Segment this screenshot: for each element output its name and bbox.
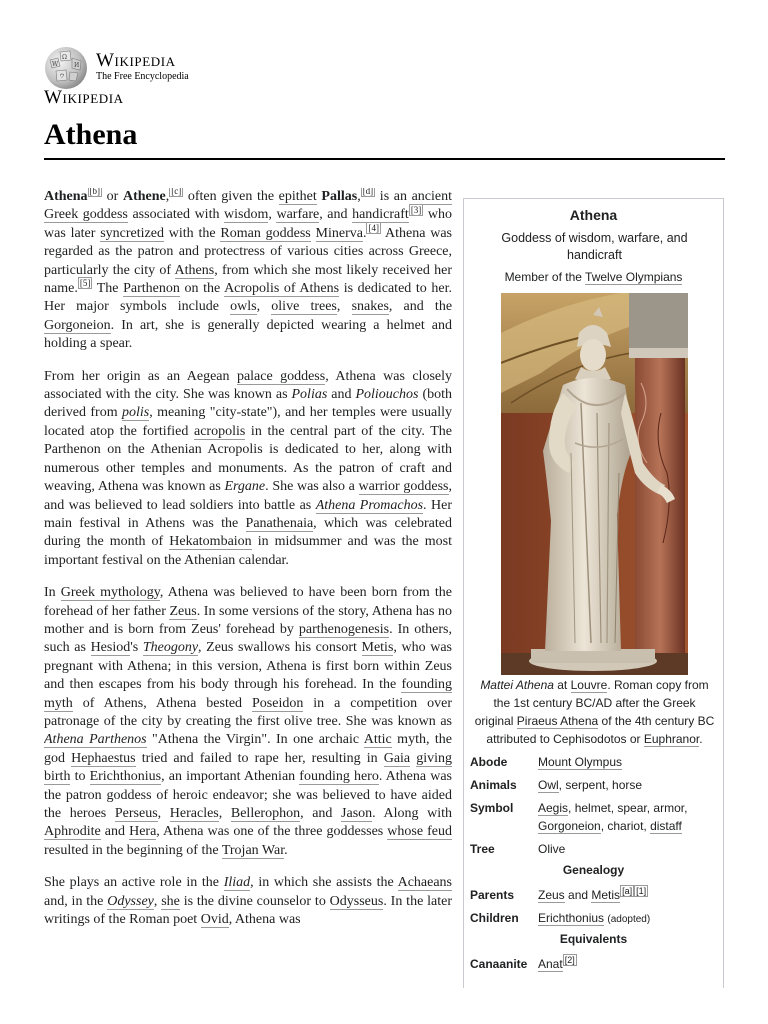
reference-link[interactable]: [2] xyxy=(564,955,575,965)
infobox-value: Owl, serpent, horse xyxy=(538,778,643,792)
reference-link[interactable]: [d] xyxy=(361,188,376,197)
svg-text:И: И xyxy=(74,62,80,69)
article-paragraph-4: She plays an active role in the Iliad, in which she assists the Achaeans and, in the Odyssey, she is the divine counselor to Odysseus. In the later writings of the Roman poet Ovid, Athena was xyxy=(44,875,452,928)
wikipedia-wordmark: Wikipedia xyxy=(96,50,176,71)
wiki-link[interactable]: Louvre xyxy=(570,678,608,692)
infobox-title: Athena xyxy=(569,207,618,223)
wiki-link[interactable]: wisdom xyxy=(224,207,269,223)
wiki-link[interactable]: Achaeans xyxy=(397,875,452,891)
wiki-link[interactable]: Zeus xyxy=(169,603,197,619)
reference-link[interactable]: [5] xyxy=(79,278,91,289)
reference-superscript xyxy=(88,188,103,197)
reference-link[interactable]: [1] xyxy=(636,886,647,896)
wiki-link[interactable]: Odyssey xyxy=(107,893,154,909)
wiki-link[interactable]: snakes xyxy=(351,299,389,315)
infobox-label: Animals xyxy=(470,778,517,792)
twelve-olympians-link[interactable]: Twelve Olympians xyxy=(585,270,683,284)
wiki-link[interactable]: warfare xyxy=(276,207,320,223)
italic-term: Polias xyxy=(291,387,328,403)
wiki-link[interactable]: Athens xyxy=(174,262,215,278)
wiki-link[interactable]: Greek mythology xyxy=(60,585,160,601)
wiki-link[interactable]: Owl xyxy=(538,778,559,792)
italic-term: Poliouchos xyxy=(355,387,419,403)
infobox-membership xyxy=(464,270,723,284)
wiki-link[interactable]: Hephaestus xyxy=(71,750,136,766)
wiki-link[interactable]: Jason xyxy=(341,806,373,821)
infobox xyxy=(463,198,724,988)
infobox-label: Abode xyxy=(470,755,508,769)
infobox-label: Canaanite xyxy=(470,957,528,971)
small-note: (adopted) xyxy=(607,914,651,925)
wiki-link[interactable]: Erichthonius xyxy=(89,769,162,785)
italic-term: Ergane xyxy=(224,479,266,495)
wiki-link[interactable]: Hesiod xyxy=(90,640,131,656)
wiki-link[interactable]: Minerva xyxy=(315,225,363,241)
infobox-section-genealogy: Genealogy xyxy=(562,863,625,877)
wiki-link[interactable]: Panathenaia xyxy=(245,515,314,531)
bold-term: Pallas xyxy=(321,189,358,204)
wiki-link[interactable]: syncretized xyxy=(100,225,164,241)
svg-text:Ω: Ω xyxy=(62,54,67,61)
wiki-link[interactable]: Gorgoneion xyxy=(538,819,601,833)
reference-link[interactable]: [c] xyxy=(169,188,183,197)
wiki-link[interactable]: Aphrodite xyxy=(44,824,101,840)
wikipedia-globe-icon xyxy=(44,46,88,90)
article-body xyxy=(44,188,452,988)
infobox-label: Tree xyxy=(470,842,495,856)
wiki-link[interactable]: palace goddess xyxy=(236,368,326,384)
title-divider xyxy=(44,158,725,160)
wiki-link[interactable]: acropolis xyxy=(193,423,246,439)
infobox-value: Olive xyxy=(538,842,566,856)
wiki-link[interactable]: Metis xyxy=(361,640,394,656)
wiki-link[interactable]: distaff xyxy=(650,819,682,833)
infobox-subtitle: Goddess of wisdom, warfare, and handicraft xyxy=(501,231,688,262)
wiki-link[interactable]: Parthenon xyxy=(123,281,180,297)
infobox-label: Symbol xyxy=(470,801,514,815)
wiki-link[interactable]: Odysseus xyxy=(329,893,384,909)
wiki-link[interactable]: epithet xyxy=(278,189,317,204)
reference-link[interactable]: [b] xyxy=(88,188,103,197)
infobox-value xyxy=(538,955,718,973)
reference-link[interactable]: [4] xyxy=(368,223,379,234)
page-title: Athena xyxy=(44,118,138,151)
svg-text:ウ: ウ xyxy=(59,73,66,80)
reference-link[interactable]: [3] xyxy=(410,204,422,215)
infobox-section-equivalents: Equivalents xyxy=(559,932,628,946)
wikipedia-tagline: The Free Encyclopedia xyxy=(96,71,189,82)
article-paragraph-2: From her origin as an Aegean palace goddess, Athena was closely associated with the city. She was known as Polias and Poliouchos (both derived from polis, meaning "city-state"), and her temples were usually located atop the fortified acropolis in the central part of the city. The Parthenon on the Athenian Acropolis is dedicated to her, along with numerous other temples and monuments. As the patron of craft and weaving, Athena was known as Ergane. She was also a warrior goddess, and was believed to lead soldiers into battle as Athena Promachos. Her main festival in Athens was the Panathenaia, which was celebrated during the month of Hekatombaion in midsummer and was the most important festival on the Athenian calendar. xyxy=(44,368,452,568)
wiki-link[interactable]: Acropolis of Athens xyxy=(224,281,340,297)
wiki-link[interactable]: founding myth xyxy=(44,677,452,711)
infobox-value: Zeus and Metis [a] [1] xyxy=(538,886,647,902)
reference-superscript xyxy=(366,222,381,234)
wiki-link[interactable]: Athena Parthenos xyxy=(44,732,147,748)
wiki-link[interactable]: Bellerophon xyxy=(230,806,301,821)
wiki-link[interactable]: Anat xyxy=(538,957,563,971)
infobox-value: Aegis, helmet, spear, armor, Gorgoneion, chariot, distaff xyxy=(538,801,688,833)
svg-text:W: W xyxy=(52,61,59,68)
reference-superscript xyxy=(563,954,577,966)
athena-statue-illustration xyxy=(501,293,688,675)
wiki-link[interactable]: polis xyxy=(122,405,150,421)
wiki-link[interactable]: Ovid xyxy=(200,912,229,928)
wiki-link[interactable]: ancient Greek goddess xyxy=(44,189,452,223)
article-paragraph-3: In Greek mythology, Athena was believed to have been born from the forehead of her father Zeus. In some versions of the story, Athena has no mother and is born from Zeus' forehead by parthenogenesis. In others, such as Hesiod's Theogony, Zeus swallows his consort Metis, who was pregnant with Athena; in this version, Athena is first born within Zeus and then escapes from his body through his forehead. In the founding myth of Athens, Athena bested Poseidon in a competition over patronage of the city by creating the first olive tree. She was known as Athena Parthenos "Athena the Virgin". In one archaic Attic myth, the god Hephaestus tried and failed to rape her, resulting in Gaia giving birth to Erichthonius, an important Athenian founding hero. Athena was the patron goddess of heroic endeavor; she was believed to have aided the heroes Perseus, Heracles, Bellerophon, and Jason. Along with Aphrodite and Hera, Athena was one of the three goddesses whose feud resulted in the beginning of the Trojan War. xyxy=(44,585,452,858)
wikipedia-logo[interactable] xyxy=(44,44,244,110)
wiki-link[interactable]: Poseidon xyxy=(252,695,304,711)
wiki-link[interactable]: olive trees xyxy=(271,299,337,315)
wiki-link[interactable]: Gorgoneion xyxy=(44,317,111,333)
wiki-link[interactable]: giving birth xyxy=(44,750,452,785)
wikipedia-wordmark-secondary: Wikipedia xyxy=(44,87,124,108)
wiki-link[interactable]: Gaia xyxy=(383,750,411,766)
wiki-link[interactable]: handicraft xyxy=(352,207,409,223)
infobox-value xyxy=(538,753,718,771)
reference-superscript xyxy=(361,188,376,197)
wiki-link[interactable]: warrior goddess xyxy=(358,479,449,495)
wiki-link[interactable]: parthenogenesis xyxy=(298,621,390,637)
wiki-link[interactable]: Erichthonius xyxy=(538,911,605,925)
wiki-link[interactable]: Metis xyxy=(591,888,621,902)
wiki-link[interactable]: Iliad xyxy=(223,875,251,891)
wiki-link[interactable]: Roman goddess xyxy=(220,225,311,241)
infobox-label: Parents xyxy=(470,888,515,902)
wiki-link[interactable]: founding hero xyxy=(299,769,379,785)
wiki-link[interactable]: Attic xyxy=(363,732,392,748)
wiki-link[interactable]: Hekatombaion xyxy=(169,534,252,550)
reference-superscript xyxy=(620,885,634,897)
wiki-link[interactable]: she xyxy=(161,893,180,909)
infobox-value xyxy=(538,909,718,929)
infobox-label: Children xyxy=(470,911,519,925)
infobox-membership-prefix: Member of the xyxy=(504,270,586,284)
reference-link[interactable]: [a] xyxy=(622,886,633,896)
wiki-link[interactable]: Heracles xyxy=(169,806,219,821)
wiki-link[interactable]: Piraeus Athena xyxy=(516,714,599,728)
reference-superscript xyxy=(169,188,183,197)
bold-term: Athena xyxy=(44,189,88,204)
wiki-link[interactable]: whose feud xyxy=(387,824,452,840)
wiki-link[interactable]: Trojan War xyxy=(221,842,285,858)
reference-superscript xyxy=(634,885,648,897)
infobox-image-caption: Mattei Athena at Louvre. Roman copy from the 1st century BC/AD after the Greek original Piraeus Athena of the 4th century BC attributed to Cephisodotos or Euphranor. xyxy=(474,678,715,746)
athena-statue-image[interactable] xyxy=(501,293,688,675)
wiki-link[interactable]: Euphranor xyxy=(643,732,700,746)
wiki-link[interactable]: Perseus xyxy=(114,806,158,821)
reference-superscript xyxy=(409,204,424,216)
wiki-link[interactable]: owls xyxy=(230,299,257,315)
reference-superscript xyxy=(78,277,93,289)
wiki-link[interactable]: Aegis xyxy=(538,801,569,815)
wiki-link[interactable]: Hera xyxy=(129,824,157,840)
bold-term: Athene xyxy=(122,189,166,204)
wiki-link[interactable]: Zeus xyxy=(538,888,565,902)
italic-term: Mattei Athena xyxy=(480,678,554,692)
wiki-link[interactable]: Athena Promachos xyxy=(315,497,424,513)
wiki-link[interactable]: Mount Olympus xyxy=(538,755,623,769)
article-paragraph-1: Athena [b] or Athene, [c] often given the epithet Pallas, [d] is an ancient Greek goddess associated with wisdom, warfare, and handicraft [3] who was later syncretized with the Roman goddess Minerva. [4] Athena was regarded as the patron and protectress of various cities across Greece, particularly the city of Athens, from which she most likely received her name. [5] The Parthenon on the Acropolis of Athens is dedicated to her. Her major symbols include owls, olive trees, snakes, and the Gorgoneion. In art, she is generally depicted wearing a helmet and holding a spear. xyxy=(44,188,452,354)
wiki-link[interactable]: Theogony xyxy=(142,640,199,656)
